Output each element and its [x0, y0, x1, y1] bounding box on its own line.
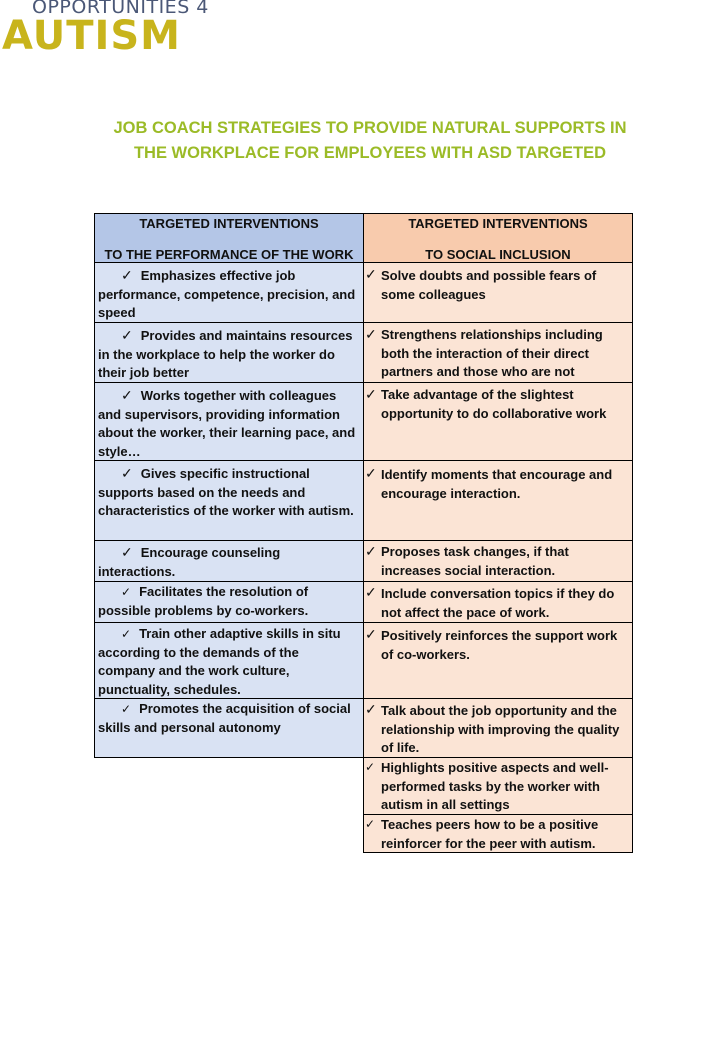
check-icon: ✓	[365, 465, 377, 481]
check-icon: ✓	[365, 266, 377, 282]
right-item-text: Include conversation topics if they do not affect the pace of work.	[381, 586, 615, 620]
left-item-text: Works together with colleagues and supervisors, providing information about the worker, their learning pace, and style…	[98, 388, 356, 459]
check-icon: ✓	[121, 702, 132, 716]
left-item	[94, 622, 364, 699]
right-item-text: Take advantage of the slightest opportunity to do collaborative work	[381, 387, 607, 421]
check-icon: ✓	[365, 326, 377, 342]
check-icon: ✓	[365, 817, 376, 831]
check-icon: ✓	[121, 387, 133, 403]
right-item	[363, 322, 633, 383]
right-item	[363, 382, 633, 461]
left-column-header	[94, 213, 364, 263]
page-title	[60, 116, 680, 166]
check-icon: ✓	[121, 465, 133, 481]
left-item	[94, 382, 364, 461]
right-item-text: Highlights positive aspects and well-performed tasks by the worker with autism in all settings	[381, 760, 609, 812]
left-item-text: Provides and maintains resources in the workplace to help the worker do their job better	[98, 328, 353, 380]
check-icon: ✓	[121, 327, 133, 343]
right-item-text: Identify moments that encourage and encourage interaction.	[381, 467, 613, 501]
check-icon: ✓	[365, 760, 376, 774]
left-item-text: Emphasizes effective job performance, competence, precision, and speed	[98, 268, 356, 320]
right-item	[363, 540, 633, 582]
title-line-2: THE WORKPLACE FOR EMPLOYEES WITH ASD TARGETED	[133, 144, 607, 162]
right-item	[363, 698, 633, 758]
right-item	[363, 757, 633, 815]
left-item	[94, 540, 364, 582]
check-icon: ✓	[121, 267, 133, 283]
left-item	[94, 460, 364, 541]
check-icon: ✓	[365, 584, 377, 600]
right-item-text: Teaches peers how to be a positive reinforcer for the peer with autism.	[381, 817, 599, 851]
right-item	[363, 622, 633, 699]
right-item-text: Strengthens relationships including both the interaction of their direct partners and those who are not	[381, 327, 603, 379]
left-item	[94, 322, 364, 383]
left-header-line-1: TARGETED INTERVENTIONS	[139, 216, 319, 231]
left-item-text: Gives specific instructional supports based on the needs and characteristics of the worker with autism.	[98, 466, 354, 518]
logo-main-text: AUTISM	[2, 13, 181, 59]
right-column-header	[363, 213, 633, 263]
check-icon: ✓	[121, 544, 133, 560]
right-item	[363, 814, 633, 853]
check-icon: ✓	[365, 626, 377, 642]
right-item-text: Proposes task changes, if that increases social interaction.	[381, 544, 569, 578]
left-item	[94, 698, 364, 758]
left-item	[94, 581, 364, 623]
right-item-text: Positively reinforces the support work of co-workers.	[381, 628, 618, 662]
right-item	[363, 581, 633, 623]
left-item-text: Facilitates the resolution of possible problems by co-workers.	[98, 584, 309, 618]
right-item-text: Solve doubts and possible fears of some colleagues	[381, 268, 597, 302]
check-icon: ✓	[121, 585, 132, 599]
right-item	[363, 262, 633, 323]
right-item	[363, 460, 633, 541]
right-header-line-2: TO SOCIAL INCLUSION	[425, 246, 571, 262]
left-header-line-2: TO THE PERFORMANCE OF THE WORK	[104, 246, 354, 262]
check-icon: ✓	[365, 386, 377, 402]
left-item-text: Encourage counseling interactions.	[98, 545, 281, 579]
left-item-text: Promotes the acquisition of social skills and personal autonomy	[98, 701, 351, 735]
check-icon: ✓	[365, 701, 377, 717]
logo-top-line: OPPORTUNITIES 4	[32, 0, 209, 18]
left-item	[94, 262, 364, 323]
check-icon: ✓	[365, 543, 377, 559]
check-icon: ✓	[121, 627, 132, 641]
right-header-line-1: TARGETED INTERVENTIONS	[408, 216, 588, 231]
left-item-text: Train other adaptive skills in situ according to the demands of the company and the work culture, punctuality, schedules.	[98, 626, 341, 697]
right-item-text: Talk about the job opportunity and the relationship with improving the quality of life.	[381, 703, 620, 755]
title-line-1: JOB COACH STRATEGIES TO PROVIDE NATURAL SUPPORTS IN	[113, 119, 627, 137]
